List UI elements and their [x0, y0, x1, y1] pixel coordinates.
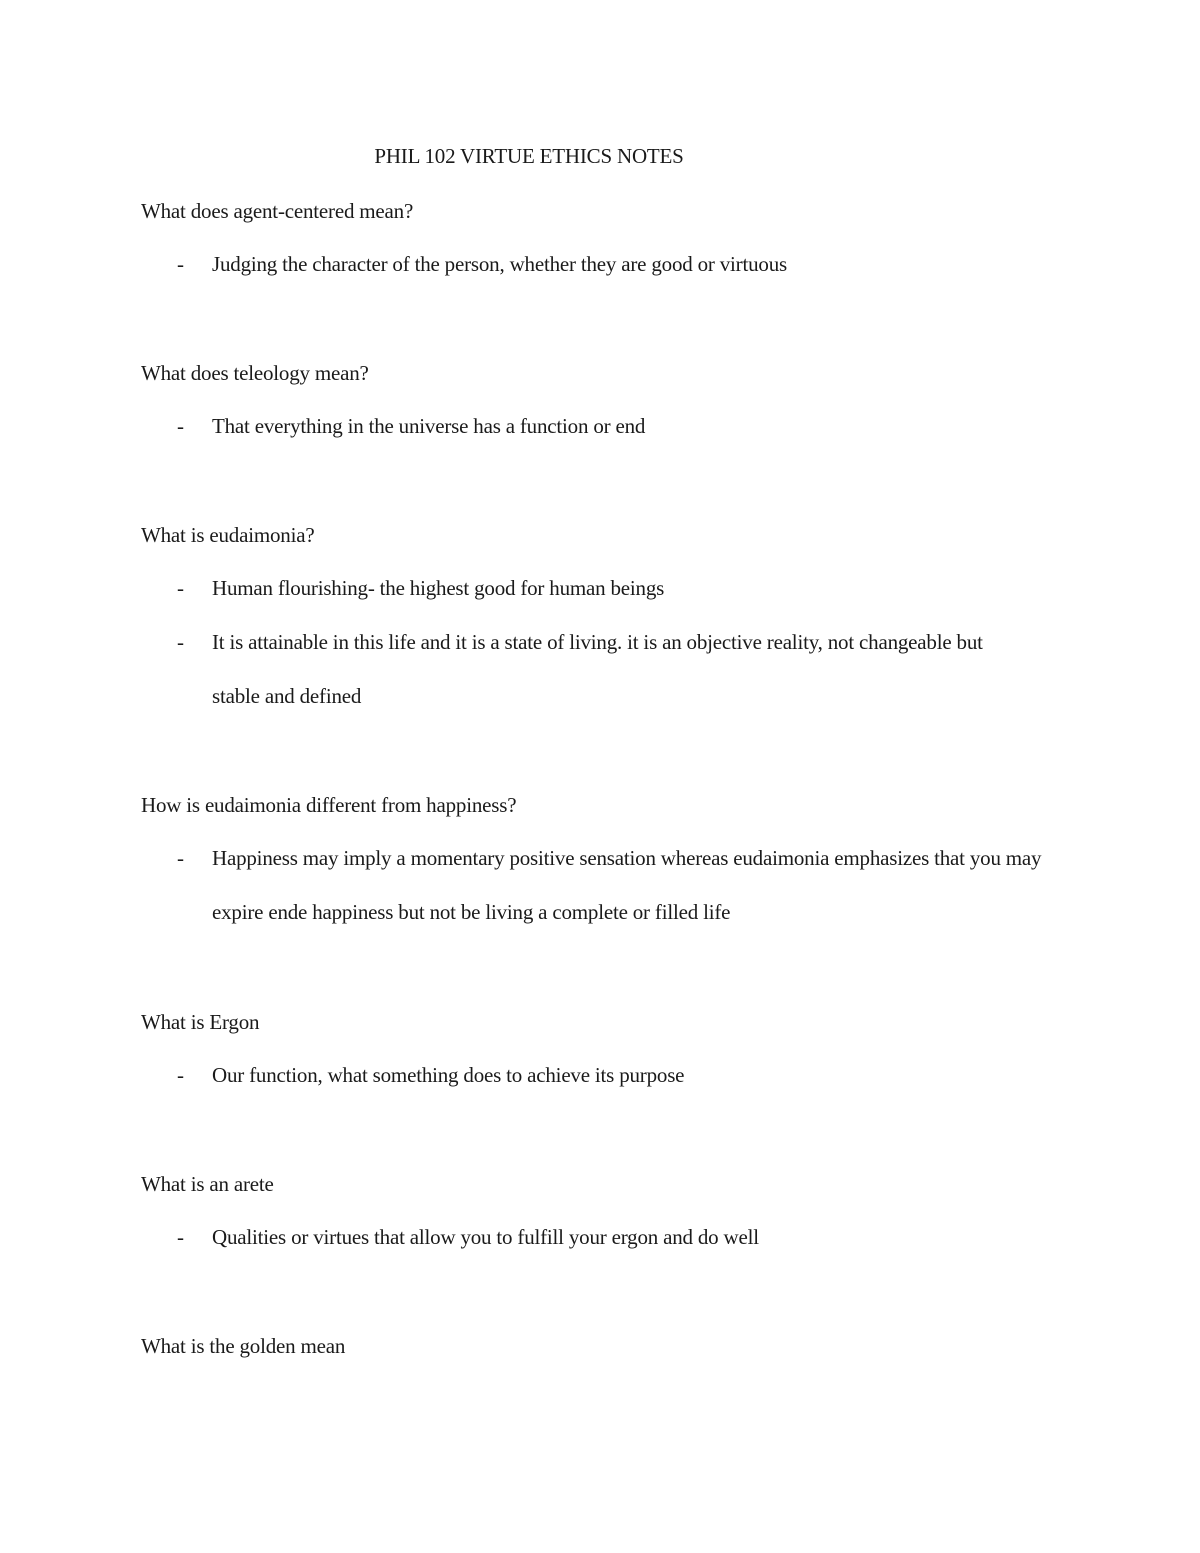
question-teleology: What does teleology mean?: [141, 361, 369, 385]
answer-text: It is attainable in this life and it is a state of living. it is an objective reality, not changeable but stable and defined: [212, 630, 983, 708]
answer-item: [141, 615, 1001, 723]
answer-text: That everything in the universe has a function or end: [212, 414, 646, 438]
question-golden-mean: What is the golden mean: [141, 1334, 346, 1358]
answer-text: Qualities or virtues that allow you to fulfill your ergon and do well: [212, 1225, 759, 1249]
answer-item: [141, 1210, 1061, 1264]
answer-item: [141, 561, 1061, 615]
question-agent-centered: What does agent-centered mean?: [141, 199, 414, 223]
question-arete: What is an arete: [141, 1172, 274, 1196]
answer-text: Our function, what something does to achieve its purpose: [212, 1063, 685, 1087]
answer-item: [141, 237, 1061, 291]
bullet-dash: -: [177, 846, 184, 870]
document-title: PHIL 102 VIRTUE ETHICS NOTES: [374, 144, 684, 168]
answer-text: Human flourishing- the highest good for human beings: [212, 576, 665, 600]
bullet-dash: -: [177, 1063, 184, 1087]
bullet-dash: -: [177, 576, 184, 600]
answer-text: Judging the character of the person, whether they are good or virtuous: [212, 252, 787, 276]
answer-item: [141, 831, 1051, 939]
bullet-dash: -: [177, 252, 184, 276]
answer-item: [141, 399, 1061, 453]
bullet-dash: -: [177, 630, 184, 654]
question-eudaimonia-vs-happiness: How is eudaimonia different from happiness?: [141, 793, 517, 817]
bullet-dash: -: [177, 1225, 184, 1249]
question-eudaimonia: What is eudaimonia?: [141, 523, 315, 547]
bullet-dash: -: [177, 414, 184, 438]
answer-text: Happiness may imply a momentary positive sensation whereas eudaimonia emphasizes that you may expire ende happiness but not be living a complete or filled life: [212, 846, 1042, 924]
question-ergon: What is Ergon: [141, 1010, 260, 1034]
answer-item: [141, 1048, 1061, 1102]
